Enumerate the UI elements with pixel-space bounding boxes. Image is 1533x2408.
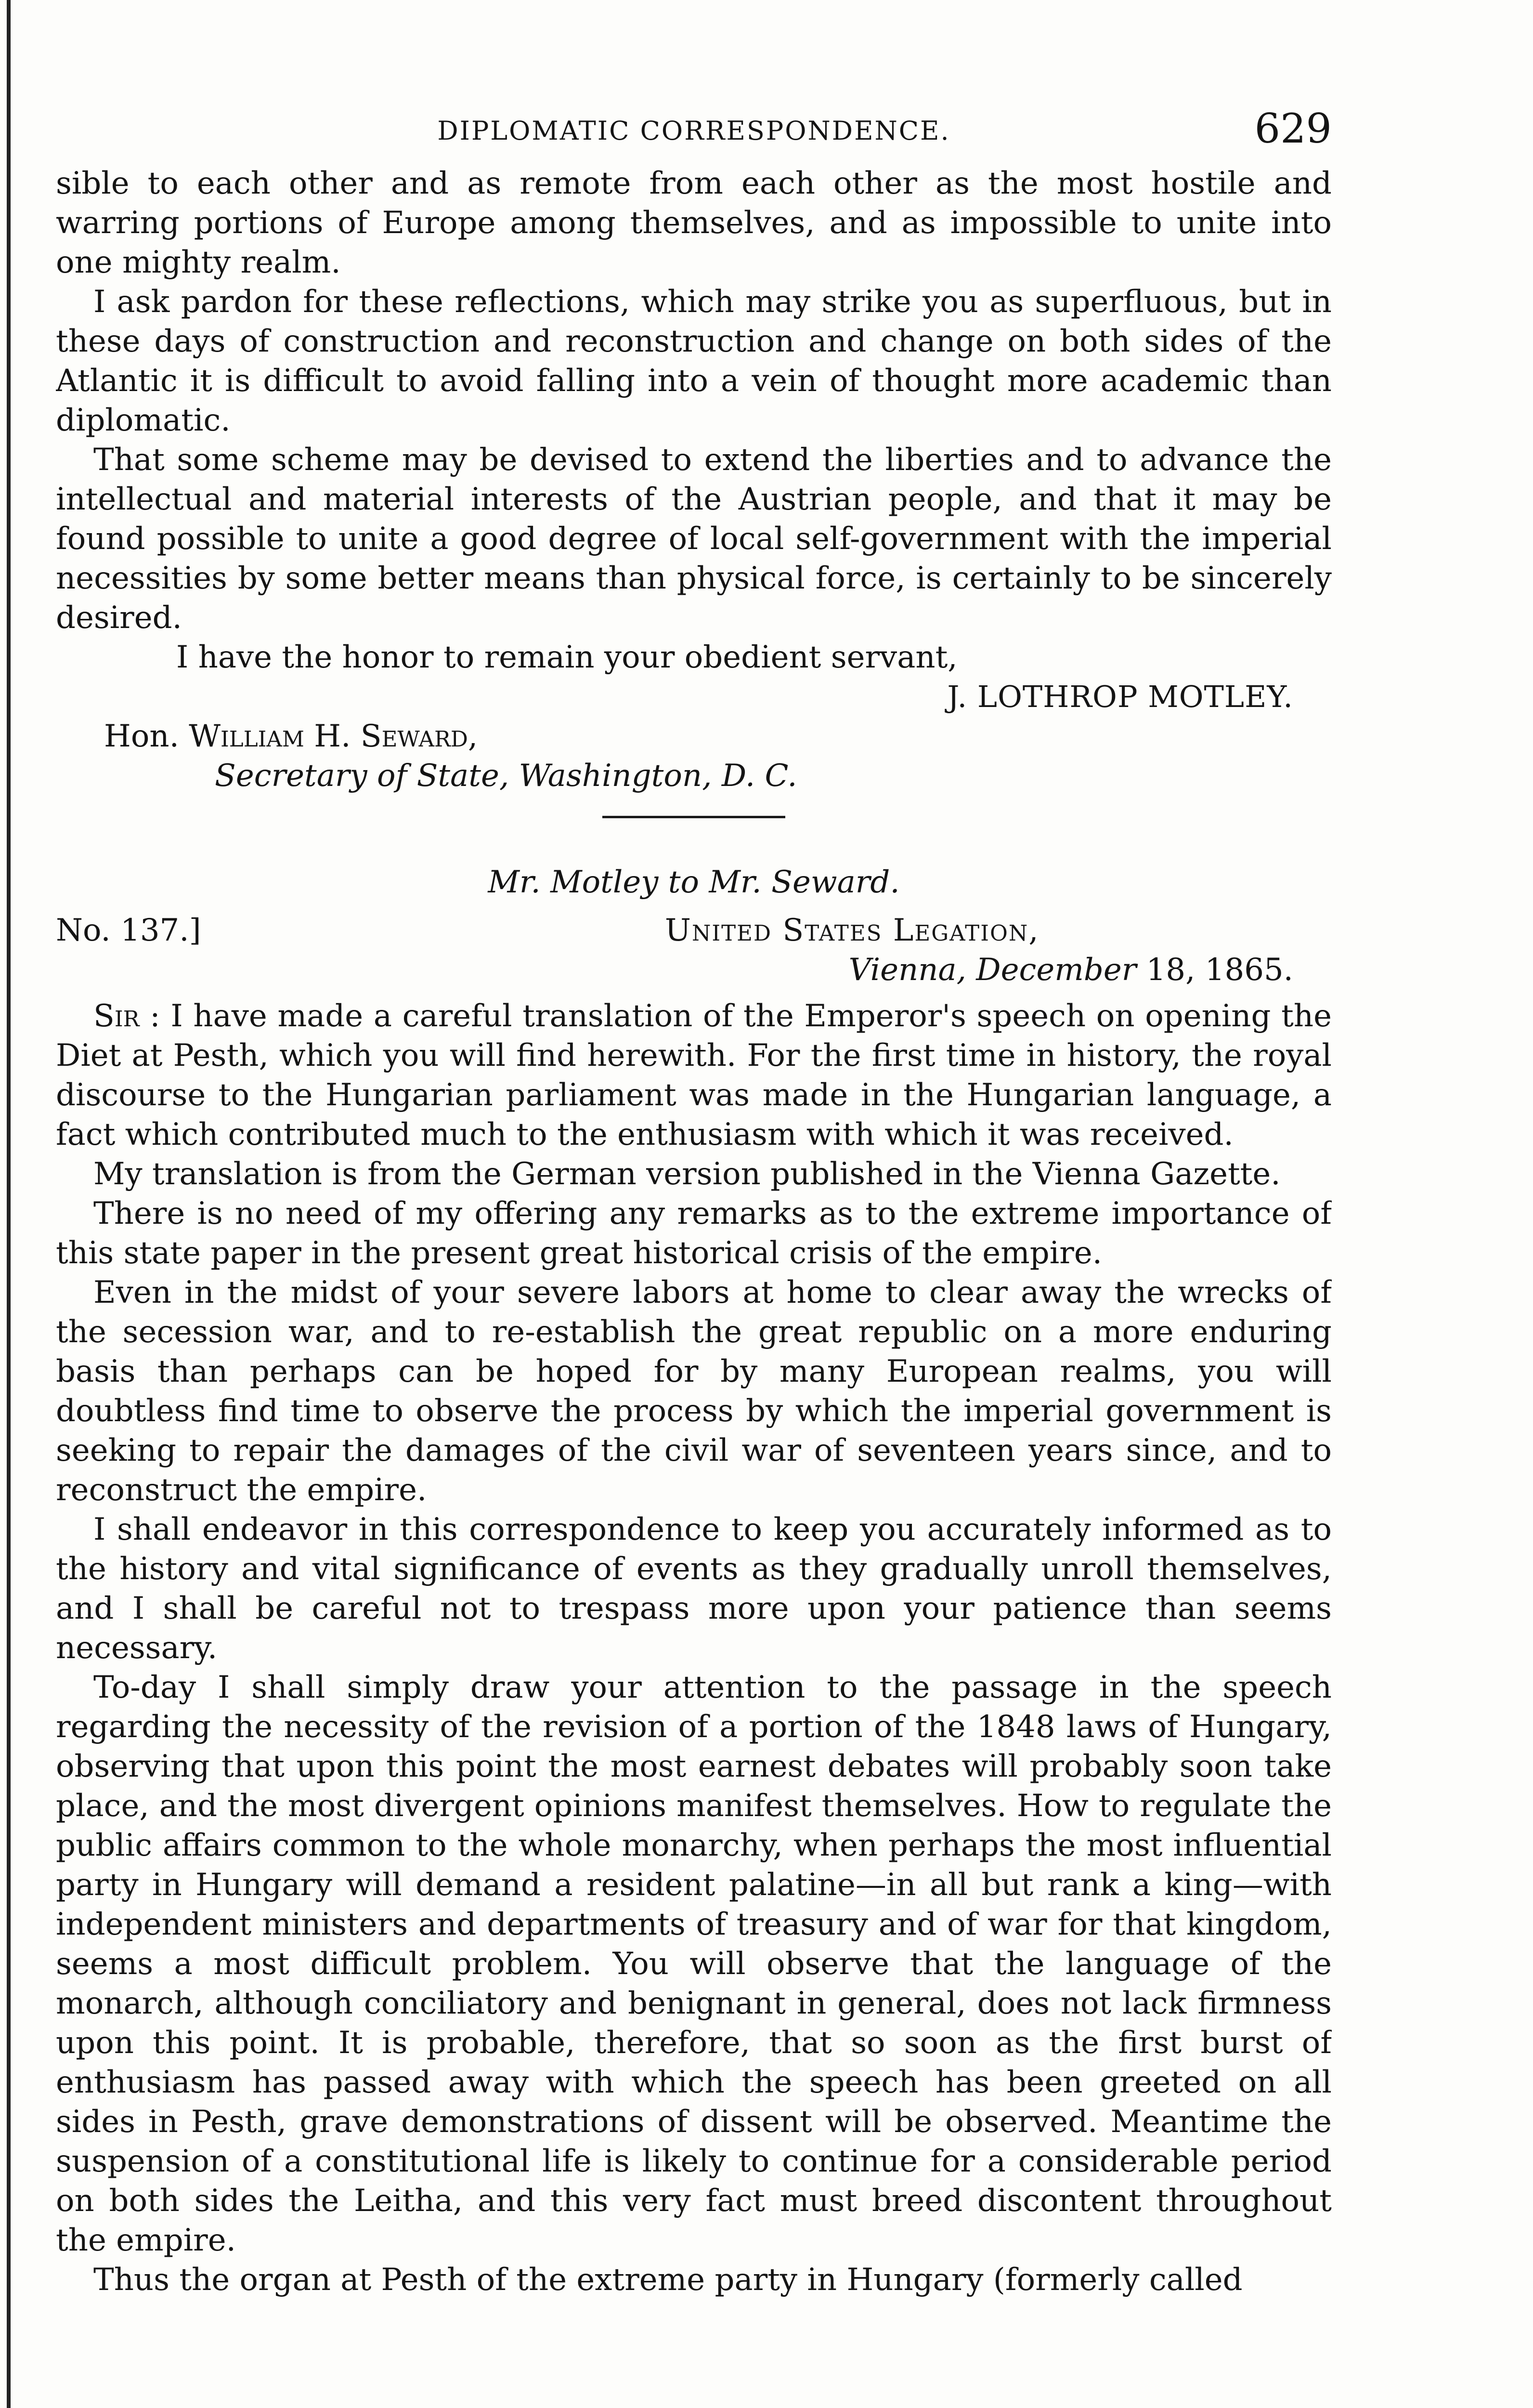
paragraph: I ask pardon for these reflections, which may strike you as superfluous, but in these days of construction and reconstruction and change on both sides of the Atlantic it is difficult to avoid falling into a vein of thought more academic than diplomatic.: [56, 284, 1332, 438]
paragraph-salutation: [56, 996, 1332, 1154]
closing-line: I have the honor to remain your obedient servant,: [176, 640, 958, 675]
paragraph-text: I have made a careful translation of the Emperor's speech on opening the Diet at Pesth, which you will find herewith. For the first time in history, the royal discourse to the Hungarian parliament was made in the Hungarian language, a fact which contributed much to the enthusiasm with which it was received.: [56, 998, 1332, 1152]
letter-number: No. 137.]: [56, 913, 201, 948]
page-edge: [7, 0, 11, 2408]
addressee-title: Secretary of State, Washington, D. C.: [215, 758, 797, 794]
salutation: Sir :: [93, 998, 160, 1034]
page-number: 629: [1254, 105, 1332, 152]
letter-date: [56, 950, 1332, 990]
spacer: [56, 990, 1332, 996]
addressee-prefix: Hon.: [104, 719, 179, 754]
paragraph: I shall endeavor in this correspondence to keep you accurately informed as to the history and vital significance of events as they gradually unroll themselves, and I shall be careful not to trespass more upon your patience than seems necessary.: [56, 1512, 1332, 1666]
document-page: [56, 87, 1332, 2408]
page-body: [56, 164, 1332, 2300]
paragraph: Even in the midst of your severe labors at home to clear away the wrecks of the secession war, and to re-establish the great republic on a more enduring basis than perhaps can be hoped for by many European realms, you will doubtless find time to observe the process by which the imperial government is seeking to repair the damages of the civil war of seventeen years since, and to reconstruct the empire.: [56, 1275, 1332, 1508]
paragraph: That some scheme may be devised to extend the liberties and to advance the intellectual and material interests of the Austrian people, and that it may be found possible to unite a good degree of local self-government with the imperial necessities by some better means than physical force, is certainly to be sincerely desired.: [56, 442, 1332, 636]
paragraph: My translation is from the German version published in the Vienna Gazette.: [93, 1156, 1281, 1192]
section-divider: [602, 816, 785, 818]
date-rest: 18, 1865.: [1146, 952, 1293, 988]
legation: United States Legation,: [665, 913, 1039, 948]
addressee: [56, 717, 1332, 756]
letter-heading: Mr. Motley to Mr. Seward.: [488, 864, 900, 900]
dateline: [56, 911, 1332, 950]
addressee-name: William H. Seward,: [189, 719, 478, 754]
paragraph: To-day I shall simply draw your attention to the passage in the speech regarding the necessity of the revision of a portion of the 1848 laws of Hungary, observing that upon this point the most earnest debates will probably soon take place, and the most divergent opinions manifest themselves. How to regulate the public affairs common to the whole monarchy, when perhaps the most influential party in Hungary will demand a resident palatine—in all but rank a king—with independent ministers and departments of treasury and of war for that kingdom, seems a most difficult problem. You will observe that the language of the monarch, although conciliatory and benignant in general, does not lack firmness upon this point. It is probable, therefore, that so soon as the first burst of enthusiasm has passed away with which the speech has been greeted on all sides in Pesth, grave demonstrations of dissent will be observed. Meantime the suspension of a constitutional life is likely to continue for a considerable period on both sides the Leitha, and this very fact must breed discontent throughout the empire.: [56, 1670, 1332, 2258]
page-header: [56, 87, 1332, 164]
signature: J. LOTHROP MOTLEY.: [947, 679, 1293, 714]
paragraph-continuation: sible to each other and as remote from each other as the most hostile and warring portions of Europe among themselves, and as impossible to unite into one mighty realm.: [56, 166, 1332, 280]
paragraph-continues: Thus the organ at Pesth of the extreme party in Hungary (formerly called: [93, 2262, 1243, 2298]
date-place: Vienna, December: [848, 952, 1137, 988]
running-head: DIPLOMATIC CORRESPONDENCE.: [437, 116, 950, 146]
paragraph: There is no need of my offering any remarks as to the extreme importance of this state paper in the present great historical crisis of the empire.: [56, 1196, 1332, 1271]
